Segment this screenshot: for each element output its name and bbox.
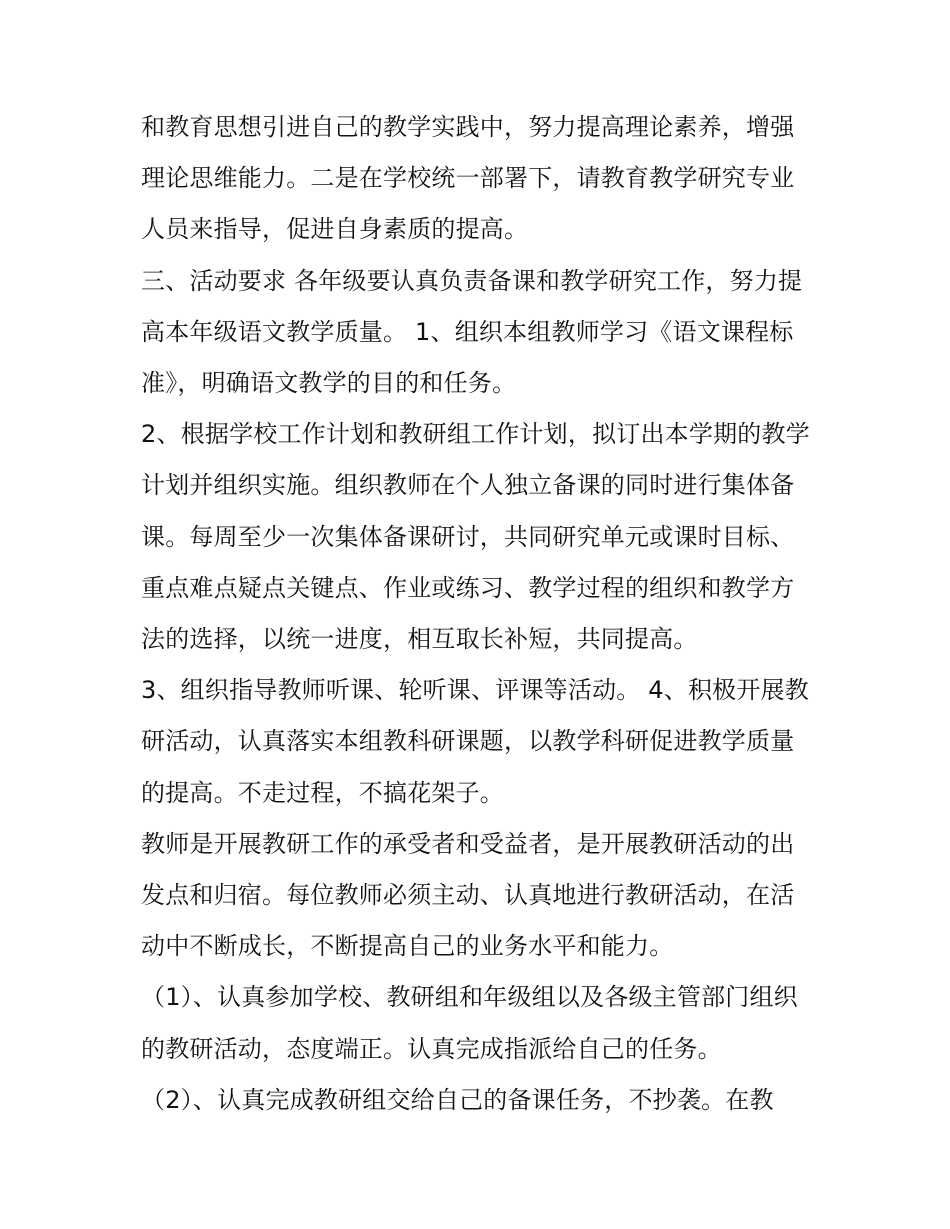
- paragraph-item-1: （1）、认真参加学校、教研组和年级组以及各级主管部门组织的教研活动，态度端正。认真完成指派给自己的任务。: [141, 983, 798, 1063]
- document-body: [141, 102, 816, 1126]
- paragraph-theory-study: 和教育思想引进自己的教学实践中，努力提高理论素养，增强理论思维能力。二是在学校统一部署下，请教育教学研究专业人员来指导，促进自身素质的提高。: [141, 113, 795, 244]
- paragraph-lesson-observation: 3、组织指导教师听课、轮听课、评课等活动。 4、积极开展教研活动，认真落实本组教科研课题，以教学科研促进教学质量的提高。不走过程，不搞花架子。: [141, 676, 809, 807]
- paragraph-teaching-plan: 2、根据学校工作计划和教研组工作计划，拟订出本学期的教学计划并组织实施。组织教师在个人独立备课的同时进行集体备课。每周至少一次集体备课研讨，共同研究单元或课时目标、重点难点疑点关键点、作业或练习、教学过程的组织和教学方法的选择，以统一进度，相互取长补短，共同提高。: [141, 420, 810, 654]
- paragraph-activity-requirements: 三、活动要求 各年级要认真负责备课和教学研究工作，努力提高本年级语文教学质量。 1、组织本组教师学习《语文课程标准》，明确语文教学的目的和任务。: [141, 266, 803, 398]
- paragraph-teacher-role: 教师是开展教研工作的承受者和受益者，是开展教研活动的出发点和归宿。每位教师必须主动、认真地进行教研活动，在活动中不断成长，不断提高自己的业务水平和能力。: [141, 829, 795, 961]
- paragraph-item-2: （2）、认真完成教研组交给自己的备课任务，不抄袭。在教: [141, 1085, 774, 1114]
